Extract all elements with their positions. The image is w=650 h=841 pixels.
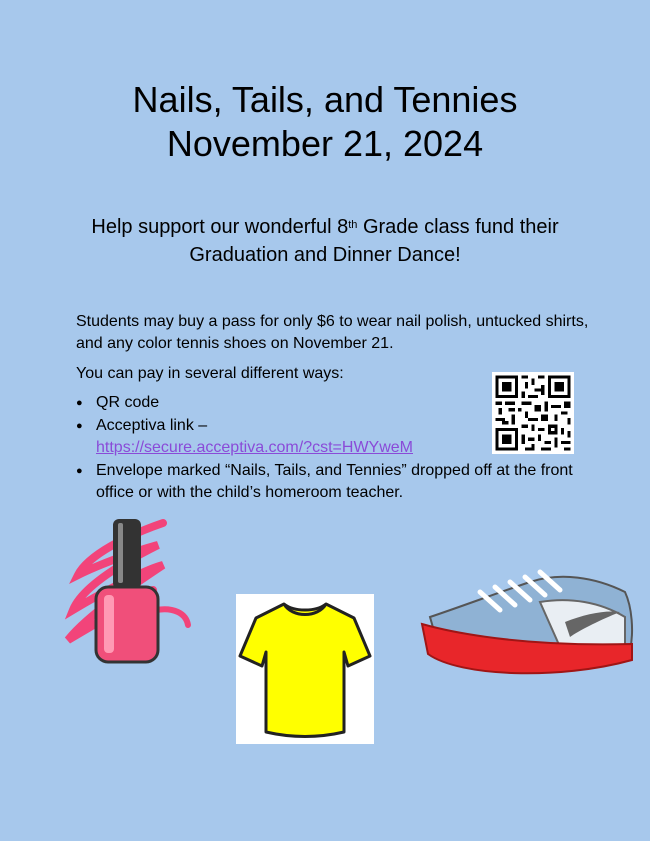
subtitle-superscript: th: [348, 219, 358, 231]
title-line-1: Nails, Tails, and Tennies: [132, 79, 518, 120]
qr-code-label: QR code: [96, 394, 160, 411]
pass-description: Students may buy a pass for only $6 to wear nail polish, untucked shirts, and any color tennis shoes on November 21.: [76, 313, 589, 352]
nail-polish-icon: [58, 515, 198, 665]
tshirt-icon: [236, 594, 374, 744]
bullet-icon: ●: [76, 397, 83, 409]
flyer-title: [0, 78, 650, 166]
qr-code-icon[interactable]: [492, 372, 574, 454]
list-item: [76, 460, 596, 504]
payment-intro: You can pay in several different ways:: [76, 365, 344, 382]
bullet-icon: ●: [76, 420, 83, 432]
sneaker-icon: [420, 562, 634, 684]
subtitle: [40, 213, 610, 269]
bullet-icon: ●: [76, 465, 83, 477]
envelope-instructions: Envelope marked “Nails, Tails, and Tennies” dropped off at the front office or with the child’s homeroom teacher.: [96, 462, 573, 501]
subtitle-before: Help support our wonderful 8: [91, 216, 349, 238]
acceptiva-label: Acceptiva link –: [96, 417, 208, 434]
acceptiva-link[interactable]: https://secure.acceptiva.com/?cst=HWYweM: [96, 439, 413, 456]
title-line-2: November 21, 2024: [166, 123, 484, 164]
subtitle-after: Grade class fund their Graduation and Dinner Dance!: [189, 216, 559, 266]
